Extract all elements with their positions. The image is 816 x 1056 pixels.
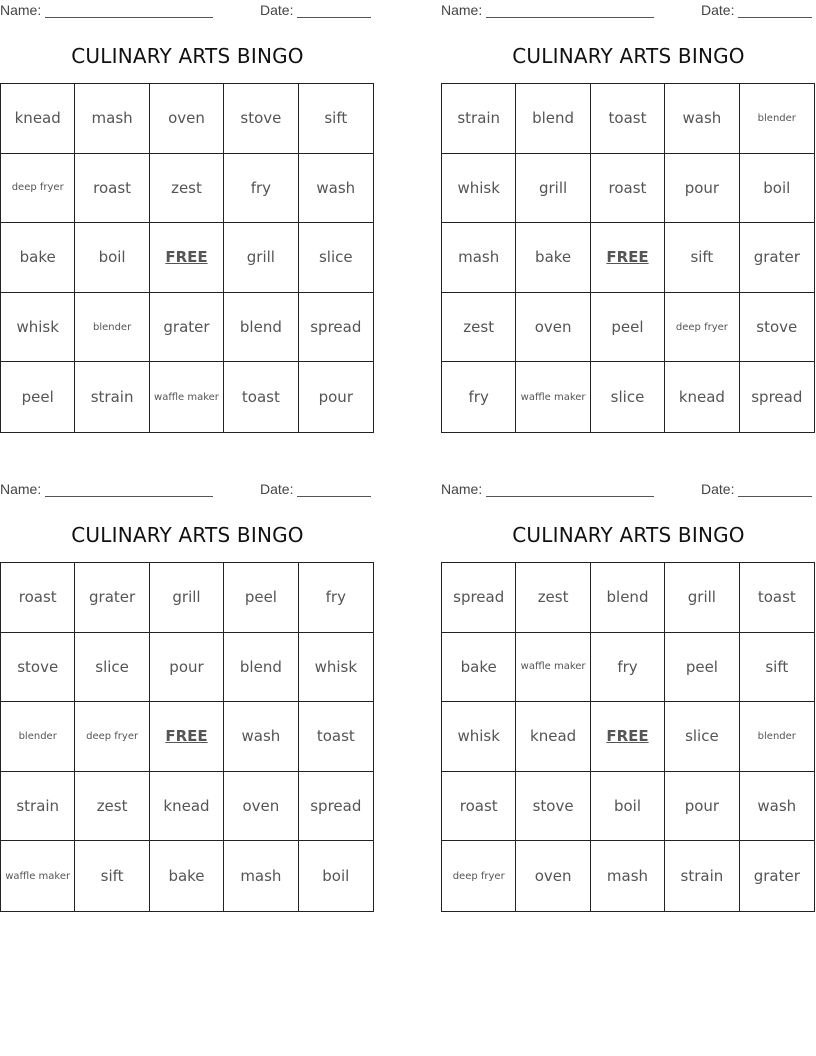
bingo-cell[interactable]: sift [299, 84, 373, 154]
bingo-cell[interactable]: blender [740, 84, 814, 154]
bingo-cell[interactable]: blender [1, 702, 75, 772]
bingo-cell[interactable]: wash [665, 84, 739, 154]
bingo-cell[interactable]: spread [442, 563, 516, 633]
bingo-cell[interactable]: pour [665, 772, 739, 842]
bingo-cell[interactable]: spread [751, 388, 803, 407]
bingo-cell[interactable]: slice [299, 223, 373, 293]
bingo-card [0, 479, 375, 919]
bingo-cell[interactable]: peel [1, 362, 75, 432]
bingo-cell[interactable]: knead [1, 84, 75, 154]
bingo-cell[interactable]: mash [591, 841, 665, 911]
bingo-cell[interactable]: pour [665, 154, 739, 224]
bingo-grid [0, 83, 374, 433]
bingo-cell[interactable]: bake [516, 223, 590, 293]
bingo-cell[interactable]: toast [740, 563, 814, 633]
date-blank-line[interactable] [297, 482, 371, 497]
bingo-cell[interactable]: whisk [1, 293, 75, 363]
bingo-cell[interactable]: boil [591, 772, 665, 842]
bingo-cell[interactable]: peel [665, 633, 739, 703]
bingo-cell[interactable]: fry [591, 633, 665, 703]
bingo-card [441, 479, 816, 919]
name-label: Name: [441, 2, 483, 18]
bingo-cell[interactable]: zest [75, 772, 149, 842]
bingo-cell[interactable]: blend [591, 563, 665, 633]
name-field[interactable] [0, 2, 213, 18]
bingo-cell[interactable]: knead [665, 362, 739, 432]
date-blank-line[interactable] [297, 3, 371, 18]
bingo-cell[interactable]: slice [665, 702, 739, 772]
bingo-cell[interactable]: deep fryer [442, 841, 516, 911]
card-header-fields [0, 479, 375, 499]
bingo-cell[interactable]: mash [75, 84, 149, 154]
bingo-cell[interactable]: toast [591, 84, 665, 154]
bingo-cell[interactable]: blend [224, 633, 298, 703]
bingo-cell[interactable]: fry [224, 154, 298, 224]
bingo-cell[interactable]: blend [516, 84, 590, 154]
bingo-cell[interactable]: waffle maker [1, 841, 75, 911]
date-label: Date: [260, 2, 294, 18]
bingo-cell[interactable]: wash [299, 154, 373, 224]
bingo-cell[interactable]: whisk [442, 154, 516, 224]
bingo-cell[interactable]: blend [224, 293, 298, 363]
bingo-grid [441, 562, 815, 912]
name-field[interactable] [441, 481, 654, 497]
date-field[interactable] [701, 481, 812, 497]
bingo-cell[interactable]: waffle maker [150, 362, 224, 432]
bingo-cell[interactable]: sift [740, 633, 814, 703]
free-space[interactable]: FREE [591, 702, 665, 772]
card-title: CULINARY ARTS BINGO [71, 44, 304, 68]
bingo-cell[interactable]: zest [516, 563, 590, 633]
bingo-cell[interactable]: strain [665, 841, 739, 911]
bingo-cell[interactable]: zest [442, 293, 516, 363]
name-blank-line[interactable] [45, 482, 213, 497]
bingo-grid [441, 83, 815, 433]
bingo-cell[interactable]: bake [150, 841, 224, 911]
bingo-card [441, 0, 816, 440]
name-blank-line[interactable] [45, 3, 213, 18]
bingo-cell[interactable]: boil [740, 154, 814, 224]
bingo-cell[interactable]: peel [224, 563, 298, 633]
date-field[interactable] [260, 2, 371, 18]
card-title: CULINARY ARTS BINGO [71, 523, 304, 547]
bingo-cell[interactable]: bake [1, 223, 75, 293]
bingo-cell[interactable]: sift [75, 841, 149, 911]
bingo-cell[interactable]: stove [740, 293, 814, 363]
bingo-cell[interactable]: strain [75, 362, 149, 432]
bingo-cell[interactable]: grill [516, 154, 590, 224]
bingo-cell[interactable]: waffle maker [516, 633, 590, 703]
bingo-cell[interactable]: wash [224, 702, 298, 772]
bingo-cell[interactable]: roast [75, 154, 149, 224]
bingo-cell[interactable]: toast [299, 702, 373, 772]
bingo-cell[interactable]: grill [665, 563, 739, 633]
card-title: CULINARY ARTS BINGO [512, 44, 745, 68]
date-field[interactable] [701, 2, 812, 18]
bingo-grid [0, 562, 374, 912]
date-field[interactable] [260, 481, 371, 497]
name-label: Name: [0, 2, 42, 18]
bingo-cell[interactable]: oven [150, 84, 224, 154]
bingo-cell[interactable]: fry [299, 563, 373, 633]
bingo-cell[interactable]: toast [224, 362, 298, 432]
free-space[interactable]: FREE [150, 223, 224, 293]
bingo-cell[interactable]: slice [75, 633, 149, 703]
bingo-cell[interactable]: mash [442, 223, 516, 293]
bingo-cell[interactable]: grater [150, 293, 224, 363]
free-space[interactable]: FREE [150, 702, 224, 772]
bingo-cell[interactable]: stove [1, 633, 75, 703]
bingo-cell[interactable]: knead [516, 702, 590, 772]
date-label: Date: [701, 2, 735, 18]
date-blank-line[interactable] [738, 3, 812, 18]
bingo-cell[interactable]: grill [150, 563, 224, 633]
name-blank-line[interactable] [486, 482, 654, 497]
bingo-cell[interactable]: knead [150, 772, 224, 842]
bingo-cell[interactable]: oven [516, 841, 590, 911]
bingo-cell[interactable]: grater [740, 223, 814, 293]
bingo-cell[interactable]: roast [442, 772, 516, 842]
date-label: Date: [701, 481, 735, 497]
name-blank-line[interactable] [486, 3, 654, 18]
bingo-cell[interactable]: blender [75, 293, 149, 363]
bingo-cell[interactable]: oven [224, 772, 298, 842]
bingo-cell[interactable]: deep fryer [665, 293, 739, 363]
bingo-cell[interactable]: oven [516, 293, 590, 363]
card-header-fields [441, 0, 816, 20]
bingo-cell[interactable]: roast [591, 154, 665, 224]
bingo-cell[interactable]: waffle maker [516, 362, 590, 432]
bingo-cell[interactable]: grater [753, 867, 800, 886]
bingo-cell[interactable]: pour [150, 633, 224, 703]
bingo-cell[interactable]: strain [442, 84, 516, 154]
bingo-cell[interactable]: pour [318, 388, 353, 407]
bingo-cell[interactable]: boil [322, 867, 350, 886]
card-header-fields [441, 479, 816, 499]
bingo-cell[interactable]: blender [740, 702, 814, 772]
bingo-cell[interactable]: peel [591, 293, 665, 363]
bingo-cell[interactable]: stove [516, 772, 590, 842]
name-label: Name: [441, 481, 483, 497]
name-label: Name: [0, 481, 42, 497]
free-space[interactable]: FREE [591, 223, 665, 293]
name-field[interactable] [441, 2, 654, 18]
bingo-cell[interactable]: boil [75, 223, 149, 293]
bingo-cell[interactable]: fry [442, 362, 516, 432]
date-blank-line[interactable] [738, 482, 812, 497]
bingo-cell[interactable]: deep fryer [1, 154, 75, 224]
bingo-cell[interactable]: whisk [299, 633, 373, 703]
bingo-cell[interactable]: spread [299, 772, 373, 842]
date-label: Date: [260, 481, 294, 497]
bingo-cell[interactable]: zest [150, 154, 224, 224]
bingo-card [0, 0, 375, 440]
bingo-cell[interactable]: grill [224, 223, 298, 293]
bingo-cell[interactable]: strain [1, 772, 75, 842]
bingo-cell[interactable]: sift [665, 223, 739, 293]
card-title: CULINARY ARTS BINGO [512, 523, 745, 547]
name-field[interactable] [0, 481, 213, 497]
bingo-cell[interactable]: deep fryer [75, 702, 149, 772]
bingo-cell[interactable]: stove [224, 84, 298, 154]
bingo-cell[interactable]: whisk [442, 702, 516, 772]
bingo-cell[interactable]: roast [1, 563, 75, 633]
bingo-cell[interactable]: bake [442, 633, 516, 703]
card-header-fields [0, 0, 375, 20]
bingo-cell[interactable]: grater [75, 563, 149, 633]
bingo-cell[interactable]: mash [224, 841, 298, 911]
bingo-cell[interactable]: wash [740, 772, 814, 842]
bingo-cell[interactable]: slice [591, 362, 665, 432]
bingo-cell[interactable]: spread [299, 293, 373, 363]
